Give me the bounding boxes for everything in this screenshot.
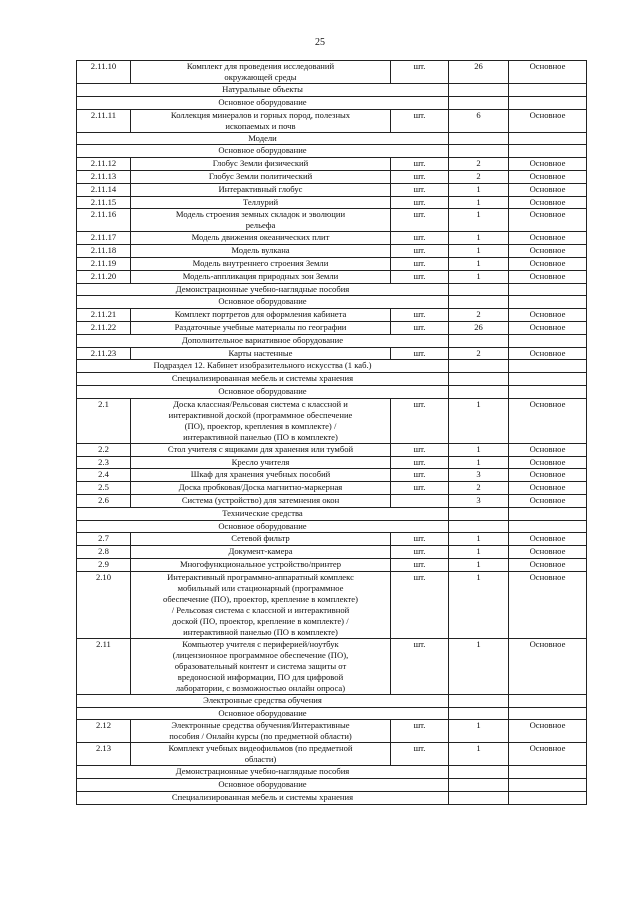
section-row — [77, 283, 587, 296]
unit-cell: шт. — [391, 638, 449, 694]
item-number-cell: 2.11.20 — [77, 270, 131, 283]
equipment-type-cell: Основное — [509, 571, 587, 638]
unit-cell: шт. — [391, 158, 449, 171]
section-heading: Демонстрационные учебно-наглядные пособия — [77, 283, 449, 296]
unit-cell: шт. — [391, 533, 449, 546]
equipment-type-cell: Основное — [509, 347, 587, 360]
quantity-cell: 1 — [449, 558, 509, 571]
item-name-cell: Электронные средства обучения/Интерактивные пособия / Онлайн курсы (по предметной области) — [131, 720, 391, 743]
section-heading: Основное оборудование — [77, 385, 449, 398]
unit-cell: шт. — [391, 456, 449, 469]
empty-cell-qty — [449, 791, 509, 804]
empty-cell-qty — [449, 145, 509, 158]
empty-cell-qty — [449, 96, 509, 109]
unit-cell: шт. — [391, 571, 449, 638]
item-number-cell: 2.11.22 — [77, 321, 131, 334]
table-row — [77, 533, 587, 546]
quantity-cell: 1 — [449, 398, 509, 443]
empty-cell-qty — [449, 132, 509, 145]
table-row — [77, 743, 587, 766]
item-name-cell: Модель внутреннего строения Земли — [131, 257, 391, 270]
table-row — [77, 456, 587, 469]
unit-cell: шт. — [391, 109, 449, 132]
item-name-cell: Теллурий — [131, 196, 391, 209]
item-name-cell: Комплект портретов для оформления кабинета — [131, 309, 391, 322]
item-name-cell: Документ-камера — [131, 546, 391, 559]
item-name-cell: Модель строения земных складок и эволюции рельефа — [131, 209, 391, 232]
table-row — [77, 469, 587, 482]
unit-cell: шт. — [391, 170, 449, 183]
item-number-cell: 2.11.18 — [77, 245, 131, 258]
empty-cell-type — [509, 779, 587, 792]
section-heading: Демонстрационные учебно-наглядные пособия — [77, 766, 449, 779]
equipment-type-cell: Основное — [509, 743, 587, 766]
item-name-cell: Сетевой фильтр — [131, 533, 391, 546]
item-number-cell: 2.11.10 — [77, 61, 131, 84]
equipment-type-cell: Основное — [509, 257, 587, 270]
table-row — [77, 638, 587, 694]
empty-cell-qty — [449, 373, 509, 386]
table-row — [77, 61, 587, 84]
section-row — [77, 507, 587, 520]
section-row — [77, 707, 587, 720]
unit-cell: шт. — [391, 546, 449, 559]
quantity-cell: 2 — [449, 482, 509, 495]
unit-cell: шт. — [391, 309, 449, 322]
equipment-type-cell: Основное — [509, 638, 587, 694]
empty-cell-type — [509, 520, 587, 533]
section-heading: Специализированная мебель и системы хранения — [77, 791, 449, 804]
empty-cell-type — [509, 96, 587, 109]
equipment-type-cell: Основное — [509, 494, 587, 507]
item-name-cell: Глобус Земли политический — [131, 170, 391, 183]
item-name-cell: Интерактивный глобус — [131, 183, 391, 196]
table-row — [77, 571, 587, 638]
equipment-type-cell: Основное — [509, 183, 587, 196]
page-number: 25 — [315, 37, 325, 48]
section-row — [77, 766, 587, 779]
item-number-cell: 2.9 — [77, 558, 131, 571]
section-heading: Основное оборудование — [77, 296, 449, 309]
table-row — [77, 720, 587, 743]
section-row — [77, 694, 587, 707]
section-heading: Основное оборудование — [77, 145, 449, 158]
section-heading: Подраздел 12. Кабинет изобразительного искусства (1 каб.) — [77, 360, 449, 373]
unit-cell: шт. — [391, 347, 449, 360]
section-row — [77, 779, 587, 792]
section-row — [77, 385, 587, 398]
equipment-type-cell: Основное — [509, 546, 587, 559]
empty-cell-qty — [449, 694, 509, 707]
quantity-cell: 2 — [449, 170, 509, 183]
empty-cell-type — [509, 132, 587, 145]
quantity-cell: 1 — [449, 533, 509, 546]
unit-cell: шт. — [391, 443, 449, 456]
empty-cell-type — [509, 707, 587, 720]
item-number-cell: 2.11.15 — [77, 196, 131, 209]
empty-cell-type — [509, 791, 587, 804]
equipment-type-cell: Основное — [509, 456, 587, 469]
equipment-type-cell: Основное — [509, 196, 587, 209]
unit-cell: шт. — [391, 61, 449, 84]
table-row — [77, 270, 587, 283]
unit-cell — [391, 494, 449, 507]
item-name-cell: Система (устройство) для затемнения окон — [131, 494, 391, 507]
item-name-cell: Доска пробковая/Доска магнитно-маркерная — [131, 482, 391, 495]
item-number-cell: 2.11.19 — [77, 257, 131, 270]
item-name-cell: Компьютер учителя с периферией/ноутбук (лицензионное программное обеспечение (ПО), образовательный контент и система защиты от вредоносной информации, ПО для цифровой лаборатории, с возможностью онлайн опроса) — [131, 638, 391, 694]
section-heading: Натуральные объекты — [77, 84, 449, 97]
quantity-cell: 1 — [449, 245, 509, 258]
quantity-cell: 1 — [449, 546, 509, 559]
equipment-type-cell: Основное — [509, 443, 587, 456]
unit-cell: шт. — [391, 209, 449, 232]
item-number-cell: 2.1 — [77, 398, 131, 443]
equipment-table-body — [77, 61, 587, 805]
equipment-type-cell: Основное — [509, 321, 587, 334]
item-name-cell: Кресло учителя — [131, 456, 391, 469]
empty-cell-type — [509, 373, 587, 386]
section-row — [77, 132, 587, 145]
unit-cell: шт. — [391, 720, 449, 743]
unit-cell: шт. — [391, 257, 449, 270]
unit-cell: шт. — [391, 482, 449, 495]
table-row — [77, 183, 587, 196]
section-heading: Технические средства — [77, 507, 449, 520]
table-row — [77, 257, 587, 270]
item-name-cell: Модель движения океанических плит — [131, 232, 391, 245]
item-number-cell: 2.2 — [77, 443, 131, 456]
equipment-type-cell: Основное — [509, 482, 587, 495]
empty-cell-qty — [449, 385, 509, 398]
item-number-cell: 2.11.12 — [77, 158, 131, 171]
empty-cell-qty — [449, 84, 509, 97]
item-number-cell: 2.11.13 — [77, 170, 131, 183]
equipment-type-cell: Основное — [509, 209, 587, 232]
empty-cell-qty — [449, 360, 509, 373]
empty-cell-type — [509, 296, 587, 309]
unit-cell: шт. — [391, 196, 449, 209]
item-name-cell: Карты настенные — [131, 347, 391, 360]
section-heading: Основное оборудование — [77, 707, 449, 720]
section-heading: Основное оборудование — [77, 779, 449, 792]
empty-cell-qty — [449, 296, 509, 309]
item-name-cell: Модель-аппликация природных зон Земли — [131, 270, 391, 283]
item-name-cell: Модель вулкана — [131, 245, 391, 258]
item-name-cell: Шкаф для хранения учебных пособий — [131, 469, 391, 482]
table-row — [77, 443, 587, 456]
table-row — [77, 546, 587, 559]
empty-cell-qty — [449, 766, 509, 779]
empty-cell-type — [509, 145, 587, 158]
item-name-cell: Комплект для проведения исследований окружающей среды — [131, 61, 391, 84]
quantity-cell: 3 — [449, 494, 509, 507]
unit-cell: шт. — [391, 469, 449, 482]
empty-cell-type — [509, 694, 587, 707]
equipment-type-cell: Основное — [509, 61, 587, 84]
item-name-cell: Раздаточные учебные материалы по географии — [131, 321, 391, 334]
item-number-cell: 2.8 — [77, 546, 131, 559]
item-number-cell: 2.11 — [77, 638, 131, 694]
table-row — [77, 321, 587, 334]
table-row — [77, 209, 587, 232]
empty-cell-type — [509, 385, 587, 398]
item-number-cell: 2.10 — [77, 571, 131, 638]
section-heading: Специализированная мебель и системы хранения — [77, 373, 449, 386]
empty-cell-qty — [449, 334, 509, 347]
quantity-cell: 1 — [449, 196, 509, 209]
quantity-cell: 26 — [449, 321, 509, 334]
table-row — [77, 309, 587, 322]
table-row — [77, 196, 587, 209]
quantity-cell: 2 — [449, 309, 509, 322]
quantity-cell: 2 — [449, 158, 509, 171]
quantity-cell: 1 — [449, 270, 509, 283]
table-row — [77, 347, 587, 360]
item-name-cell: Доска классная/Рельсовая система с классной и интерактивной доской (программное обеспечение (ПО), проектор, крепления в комплекте) / интерактивной панелью (ПО в комплекте) — [131, 398, 391, 443]
quantity-cell: 3 — [449, 469, 509, 482]
table-row — [77, 398, 587, 443]
empty-cell-qty — [449, 283, 509, 296]
unit-cell: шт. — [391, 232, 449, 245]
equipment-type-cell: Основное — [509, 232, 587, 245]
section-heading: Основное оборудование — [77, 96, 449, 109]
item-number-cell: 2.11.14 — [77, 183, 131, 196]
section-heading: Основное оборудование — [77, 520, 449, 533]
unit-cell: шт. — [391, 398, 449, 443]
section-row — [77, 145, 587, 158]
quantity-cell: 1 — [449, 720, 509, 743]
table-row — [77, 558, 587, 571]
item-name-cell: Комплект учебных видеофильмов (по предметной области) — [131, 743, 391, 766]
equipment-type-cell: Основное — [509, 720, 587, 743]
item-number-cell: 2.6 — [77, 494, 131, 507]
table-row — [77, 494, 587, 507]
table-row — [77, 170, 587, 183]
quantity-cell: 1 — [449, 209, 509, 232]
unit-cell: шт. — [391, 558, 449, 571]
table-row — [77, 482, 587, 495]
section-heading: Дополнительное вариативное оборудование — [77, 334, 449, 347]
section-row — [77, 96, 587, 109]
section-heading: Модели — [77, 132, 449, 145]
item-name-cell: Многофункциональное устройство/принтер — [131, 558, 391, 571]
section-row — [77, 791, 587, 804]
item-number-cell: 2.12 — [77, 720, 131, 743]
item-number-cell: 2.11.21 — [77, 309, 131, 322]
unit-cell: шт. — [391, 183, 449, 196]
empty-cell-qty — [449, 779, 509, 792]
empty-cell-type — [509, 766, 587, 779]
table-row — [77, 109, 587, 132]
quantity-cell: 2 — [449, 347, 509, 360]
equipment-table — [76, 60, 587, 805]
item-number-cell: 2.11.11 — [77, 109, 131, 132]
equipment-type-cell: Основное — [509, 170, 587, 183]
table-row — [77, 245, 587, 258]
empty-cell-qty — [449, 507, 509, 520]
empty-cell-qty — [449, 520, 509, 533]
equipment-type-cell: Основное — [509, 158, 587, 171]
quantity-cell: 1 — [449, 456, 509, 469]
equipment-type-cell: Основное — [509, 109, 587, 132]
equipment-type-cell: Основное — [509, 245, 587, 258]
item-number-cell: 2.3 — [77, 456, 131, 469]
quantity-cell: 6 — [449, 109, 509, 132]
quantity-cell: 1 — [449, 743, 509, 766]
empty-cell-type — [509, 334, 587, 347]
item-number-cell: 2.4 — [77, 469, 131, 482]
section-row — [77, 296, 587, 309]
unit-cell: шт. — [391, 245, 449, 258]
unit-cell: шт. — [391, 270, 449, 283]
section-row — [77, 360, 587, 373]
item-number-cell: 2.11.16 — [77, 209, 131, 232]
equipment-type-cell: Основное — [509, 558, 587, 571]
empty-cell-type — [509, 283, 587, 296]
quantity-cell: 1 — [449, 443, 509, 456]
equipment-type-cell: Основное — [509, 398, 587, 443]
quantity-cell: 26 — [449, 61, 509, 84]
item-number-cell: 2.5 — [77, 482, 131, 495]
item-number-cell: 2.13 — [77, 743, 131, 766]
quantity-cell: 1 — [449, 571, 509, 638]
equipment-type-cell: Основное — [509, 533, 587, 546]
quantity-cell: 1 — [449, 183, 509, 196]
equipment-type-cell: Основное — [509, 469, 587, 482]
empty-cell-type — [509, 360, 587, 373]
table-row — [77, 232, 587, 245]
item-name-cell: Интерактивный программно-аппаратный комплекс мобильный или стационарный (программное обеспечение (ПО), проектор, крепление в комплекте) / Рельсовая система с классной и интерактивной доской (ПО, проектор, крепление в комплекте) / интерактивной панелью (ПО в комплекте) — [131, 571, 391, 638]
quantity-cell: 1 — [449, 232, 509, 245]
equipment-type-cell: Основное — [509, 309, 587, 322]
equipment-type-cell: Основное — [509, 270, 587, 283]
item-number-cell: 2.7 — [77, 533, 131, 546]
section-heading: Электронные средства обучения — [77, 694, 449, 707]
section-row — [77, 520, 587, 533]
section-row — [77, 84, 587, 97]
empty-cell-type — [509, 84, 587, 97]
item-name-cell: Глобус Земли физический — [131, 158, 391, 171]
unit-cell: шт. — [391, 743, 449, 766]
item-number-cell: 2.11.23 — [77, 347, 131, 360]
item-name-cell: Стол учителя с ящиками для хранения или тумбой — [131, 443, 391, 456]
section-row — [77, 334, 587, 347]
item-number-cell: 2.11.17 — [77, 232, 131, 245]
empty-cell-type — [509, 507, 587, 520]
section-row — [77, 373, 587, 386]
empty-cell-qty — [449, 707, 509, 720]
unit-cell: шт. — [391, 321, 449, 334]
item-name-cell: Коллекция минералов и горных пород, полезных ископаемых и почв — [131, 109, 391, 132]
table-row — [77, 158, 587, 171]
quantity-cell: 1 — [449, 638, 509, 694]
quantity-cell: 1 — [449, 257, 509, 270]
